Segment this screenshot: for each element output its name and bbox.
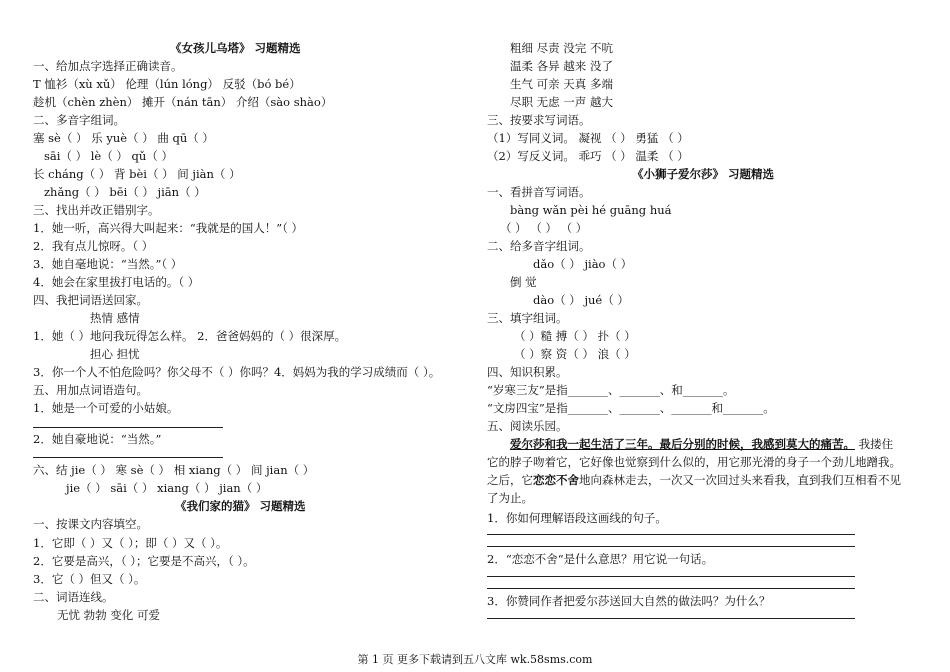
section-heading: 三、填字组词。 <box>487 311 568 325</box>
word-bank: 担心 担忧 <box>90 347 140 361</box>
text-line: 1．她一听，高兴得大叫起来：“我就是的国人！”（ ） <box>33 221 303 235</box>
answer-line[interactable] <box>487 534 855 535</box>
text-line: dào（ ） jué（ ） <box>533 293 629 307</box>
title-women-jia-de-mao: 《我们家的猫》 习题精选 <box>175 499 306 513</box>
question-3: 3．你赞同作者把爱尔莎送回大自然的做法吗？为什么？ <box>487 594 771 608</box>
question-2: 2．“恋恋不舍“是什么意思？用它说一句话。 <box>487 552 714 566</box>
title-xiao-shizi-aiersha: 《小狮子爱尔莎》 习题精选 <box>632 167 775 181</box>
section-heading: 一、按课文内容填空。 <box>33 517 148 531</box>
answer-line[interactable] <box>33 427 223 428</box>
text-line: zhǎng（ ） bēi（ ） jiān（ ） <box>44 185 206 199</box>
section-heading: 三、按要求写词语。 <box>487 113 591 127</box>
text-line: dǎo（ ） jiào（ ） <box>533 257 633 271</box>
answer-line[interactable] <box>487 576 855 577</box>
text-line: jie（ ） sāi（ ） xiang（ ） jian（ ） <box>66 481 268 495</box>
answer-line[interactable] <box>487 546 855 547</box>
pinyin-line: bàng wǎn pèi hé guāng huá <box>510 203 672 217</box>
text-line: 粗细 尽责 没完 不吭 <box>510 41 613 55</box>
text-line: （1）写同义词。 凝视 （ ） 勇猛 （ ） <box>487 131 689 145</box>
text-line: 生气 可亲 天真 多端 <box>510 77 613 91</box>
question-1: 1．你如何理解语段这画线的句子。 <box>487 511 667 525</box>
text-line: 1．她（ ）地问我玩得怎么样。 2．爸爸妈妈的（ ）很深厚。 <box>33 329 347 343</box>
text-line: 温柔 各异 越来 没了 <box>510 59 613 73</box>
text-line: 塞 sè（ ） 乐 yuè（ ） 曲 qū（ ） <box>33 131 214 145</box>
section-1-heading: 一、给加点字选择正确读音。 <box>33 59 183 73</box>
text-line: “文房四宝”是指_______、_______、_______和_______。 <box>487 401 775 415</box>
text-line: （ ） （ ） （ ） <box>500 221 588 235</box>
section-3-heading: 三、找出并改正错别字。 <box>33 203 160 217</box>
section-heading: 二、词语连线。 <box>33 590 114 604</box>
answer-line[interactable] <box>487 588 855 589</box>
text-line: 六、结 jie（ ） 寒 sè（ ） 相 xiang（ ） 间 jian（ ） <box>33 463 315 477</box>
title-nuhai-wuta: 《女孩儿乌塔》 习题精选 <box>170 41 301 55</box>
text-line: 3．她自毫地说：“当然。”（ ） <box>33 257 183 271</box>
text-line: 1．它即（ ）又（ ）；即（ ）又（ ）。 <box>33 536 228 550</box>
text-line: 2．她自豪地说：“当然。” <box>33 432 162 446</box>
text-line: （2）写反义词。 乖巧 （ ） 温柔 （ ） <box>487 149 689 163</box>
section-heading: 一、看拼音写词语。 <box>487 185 591 199</box>
text-line: T 恤衫（xù xǔ） 伦理（lún lóng） 反驳（bó bé） <box>33 77 301 91</box>
text-line: 1．她是一个可爱的小姑娘。 <box>33 401 179 415</box>
text-line: “岁寒三友”是指_______、_______、和_______。 <box>487 383 735 397</box>
section-4-heading: 四、我把词语送回家。 <box>33 293 148 307</box>
text-line: 长 cháng（ ） 背 bèi（ ） 间 jiàn（ ） <box>33 167 241 181</box>
paragraph-line <box>510 437 893 451</box>
text-line: （ ）糙 搏（ ） 扑（ ） <box>514 329 636 343</box>
section-2-heading: 二、多音字组词。 <box>33 113 125 127</box>
section-heading: 二、给多音字组词。 <box>487 239 591 253</box>
paragraph-line: 了为止。 <box>487 491 533 505</box>
word-bank: 热情 感情 <box>90 311 140 325</box>
text-line: sāi（ ） lè（ ） qǔ（ ） <box>44 149 173 163</box>
text-line: 3．你一个人不怕危险吗？你父母不（ ）你吗？4．妈妈为我的学习成绩而（ ）。 <box>33 365 441 379</box>
answer-line[interactable] <box>487 618 855 619</box>
text-line: 2．我有点儿惊呀。（ ） <box>33 239 154 253</box>
text-line: 4．她会在家里拔打电话的。（ ） <box>33 275 200 289</box>
page-footer: 第 1 页 更多下载请到五八文库 wk.58sms.com <box>357 653 593 666</box>
text-line: 倒 觉 <box>510 275 537 289</box>
paragraph-text: 我搂住 <box>855 437 894 451</box>
text-line: 2．它要是高兴，（ ）；它要是不高兴，（ ）。 <box>33 554 255 568</box>
text-line: 趁机（chèn zhèn） 摊开（nán tān） 介绍（sào shào） <box>33 95 333 109</box>
underlined-sentence: 爱尔莎和我一起生活了三年。最后分别的时候，我感到莫大的痛苦。 <box>510 437 855 451</box>
paragraph-text: 之后，它 <box>487 473 533 487</box>
answer-line[interactable] <box>33 457 223 458</box>
section-heading: 五、阅读乐园。 <box>487 419 568 433</box>
section-5-heading: 五、用加点词语造句。 <box>33 383 148 397</box>
bold-word: 恋恋不舍 <box>533 473 579 487</box>
paragraph-line <box>487 473 901 487</box>
text-line: 尽职 无虑 一声 越大 <box>510 95 613 109</box>
text-line: 3．它（ ）但又（ ）。 <box>33 572 146 586</box>
paragraph-line: 它的脖子吻着它，它好像也觉察到什么似的，用它那光滑的身子一个劲儿地蹭我。 <box>487 455 901 469</box>
section-heading: 四、知识积累。 <box>487 365 568 379</box>
text-line: 无忧 勃勃 变化 可爱 <box>57 608 160 622</box>
paragraph-text: 地向森林走去，一次又一次回过头来看我，直到我们互相看不见 <box>579 473 901 487</box>
text-line: （ ）察 资（ ） 浪（ ） <box>514 347 636 361</box>
